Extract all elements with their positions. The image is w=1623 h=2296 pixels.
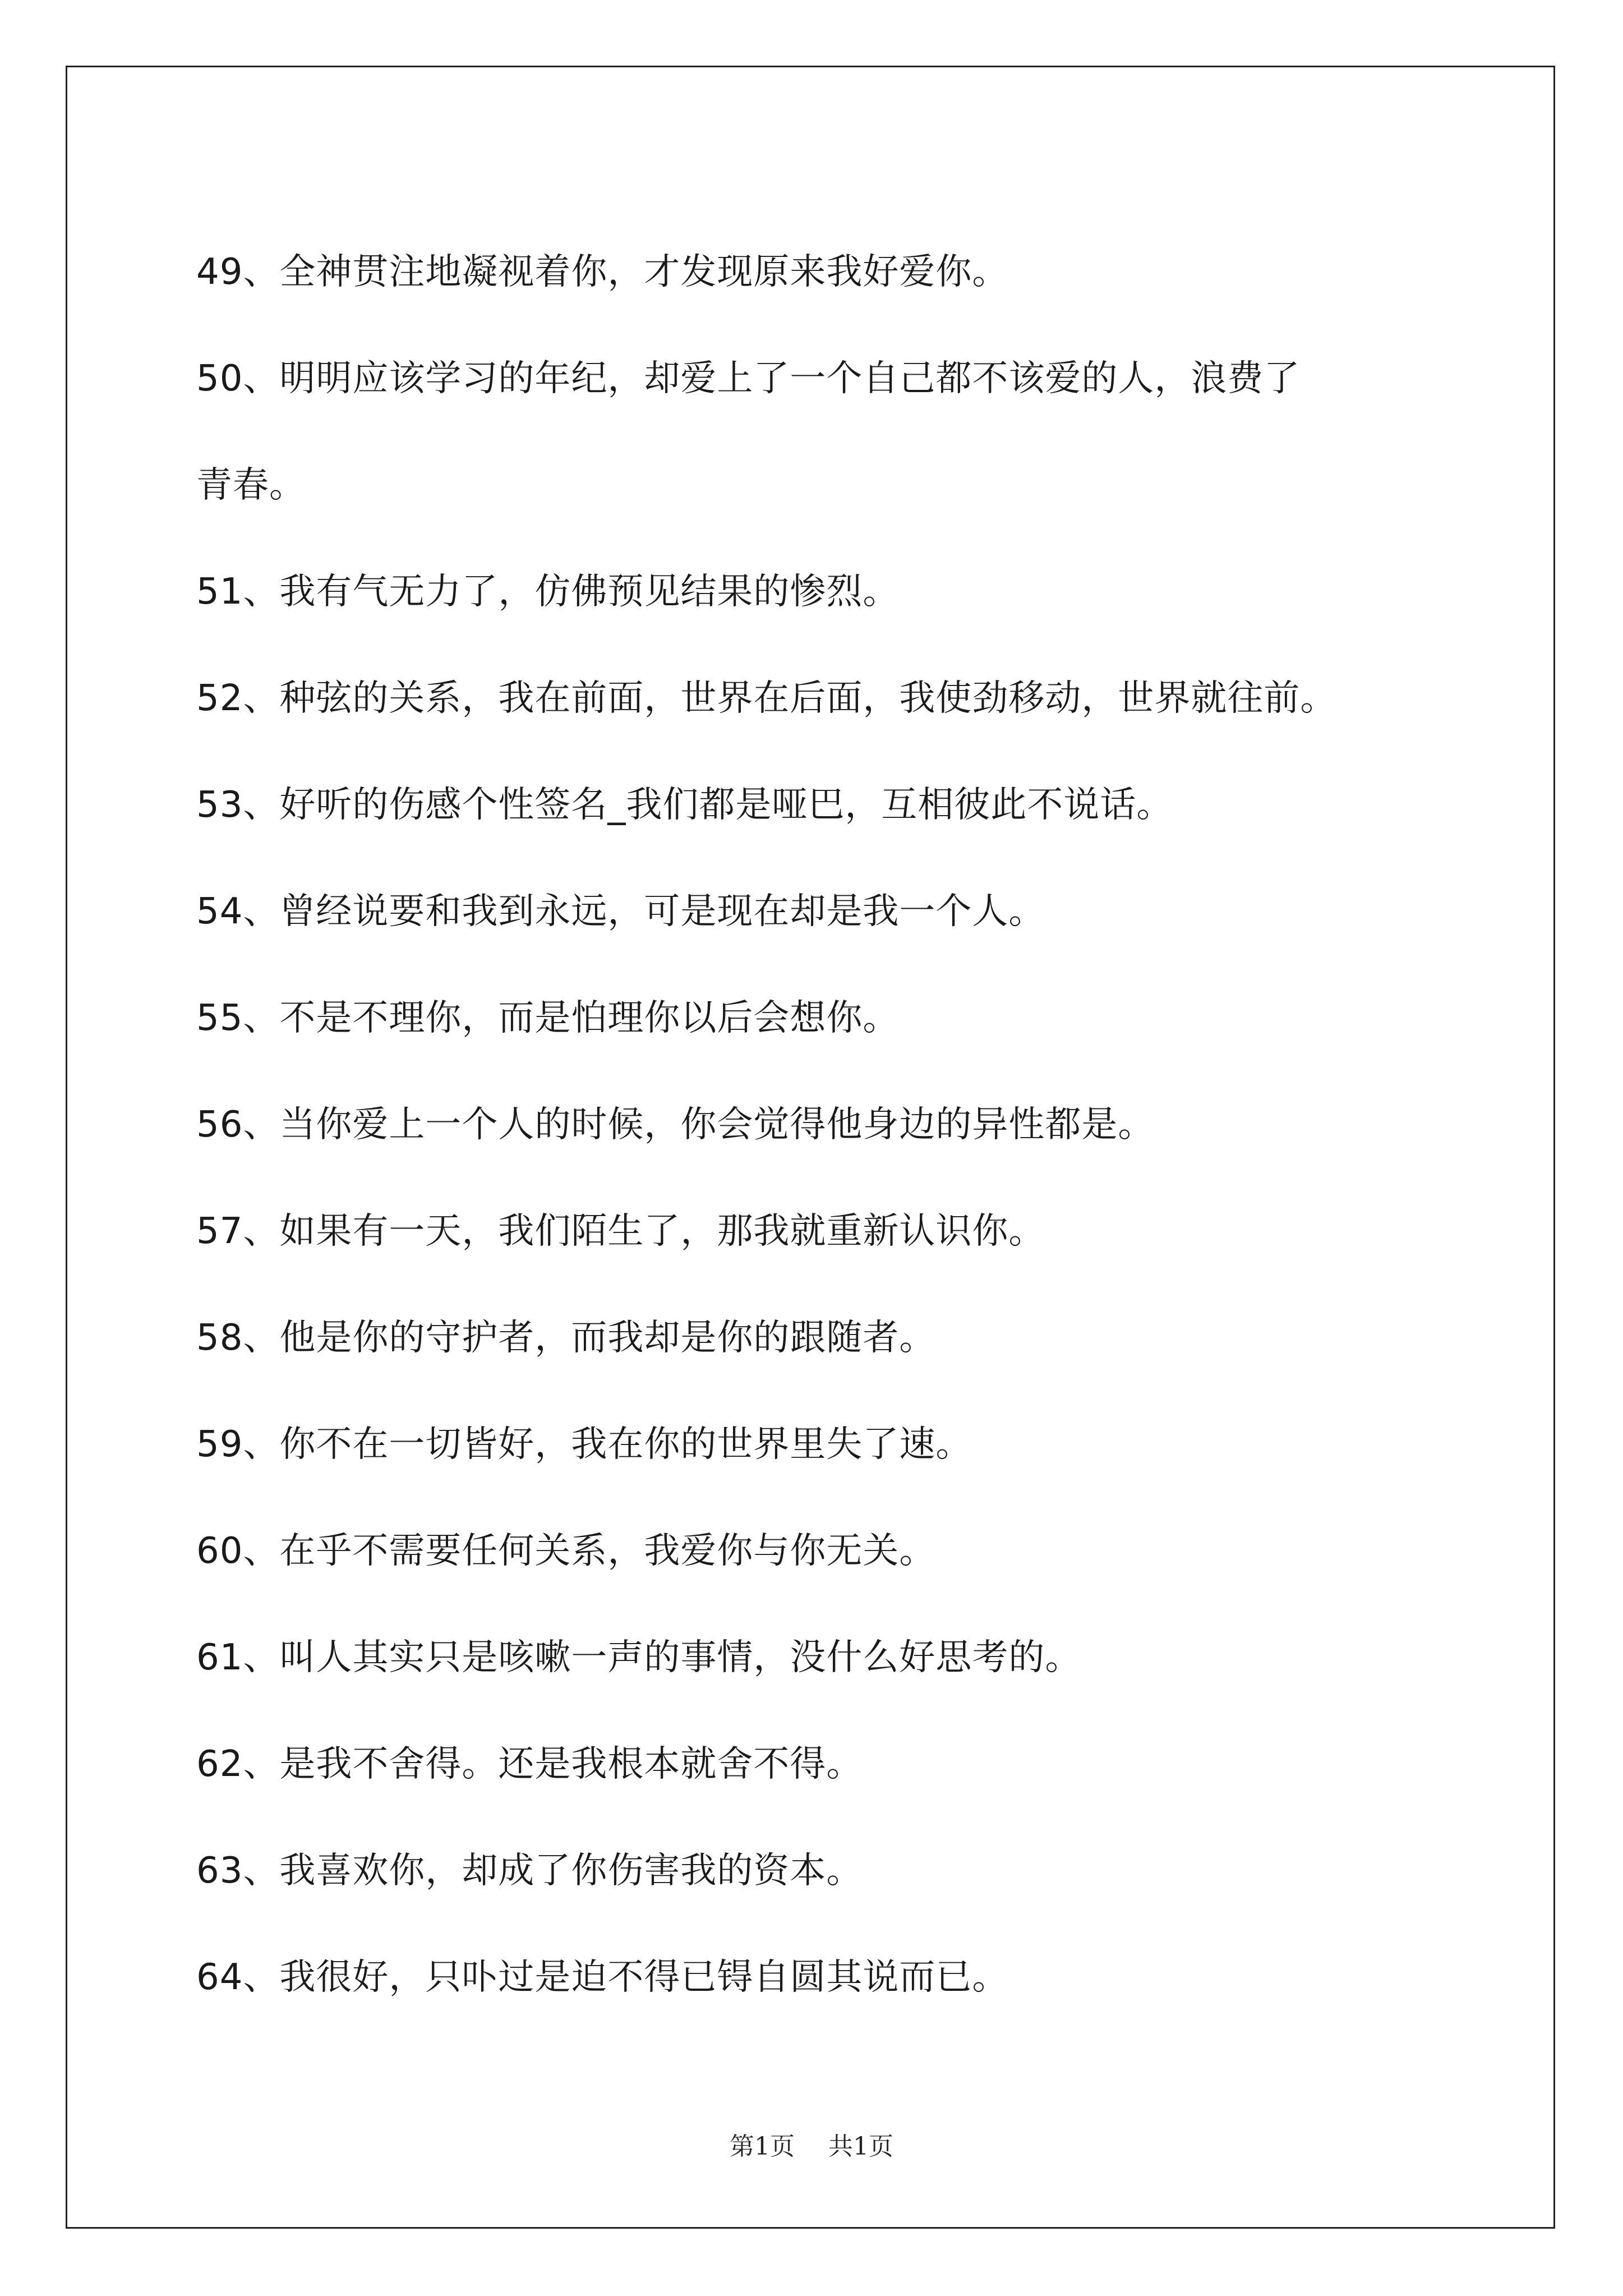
text-line: 53、好听的伤感个性签名_我们都是哑巴，互相彼此不说话。 [196, 784, 1173, 826]
text-line: 55、不是不理你，而是怕理你以后会想你。 [196, 997, 900, 1039]
text-line: 50、明明应该学习的年纪，却爱上了一个自己都不该爱的人，浪费了 [196, 358, 1301, 399]
text-line: 54、曾经说要和我到永远，可是现在却是我一个人。 [196, 891, 1045, 932]
text-line: 58、他是你的守护者，而我却是你的跟随者。 [196, 1317, 936, 1359]
document-body [196, 219, 1497, 2031]
text-line: 52、种弦的关系，我在前面，世界在后面，我使劲移动，世界就往前。 [196, 678, 1337, 719]
text-line: 62、是我不舍得。还是我根本就舍不得。 [196, 1743, 863, 1785]
text-line: 青春。 [196, 464, 306, 506]
page-total: 共1页 [828, 2132, 893, 2161]
text-line: 63、我喜欢你，却成了你伤害我的资本。 [196, 1850, 863, 1892]
page-footer [0, 2126, 1623, 2162]
text-line: 57、如果有一天，我们陌生了，那我就重新认识你。 [196, 1211, 1045, 1252]
text-line: 64、我很好，只卟过是迫不得已锝自圆其说而已。 [196, 1957, 1009, 1998]
page-number: 第1页 [730, 2132, 795, 2161]
text-line: 51、我有气无力了，仿佛预见结果的惨烈。 [196, 571, 900, 613]
text-line: 49、全神贯注地凝视着你，才发现原来我好爱你。 [196, 251, 1009, 293]
text-line: 60、在乎不需要任何关系，我爱你与你无关。 [196, 1530, 936, 1572]
text-line: 56、当你爱上一个人的时候，你会觉得他身边的异性都是。 [196, 1104, 1155, 1145]
text-line: 59、你不在一切皆好，我在你的世界里失了速。 [196, 1424, 972, 1465]
text-line: 61、叫人其实只是咳嗽一声的事情，没什么好思考的。 [196, 1637, 1082, 1678]
